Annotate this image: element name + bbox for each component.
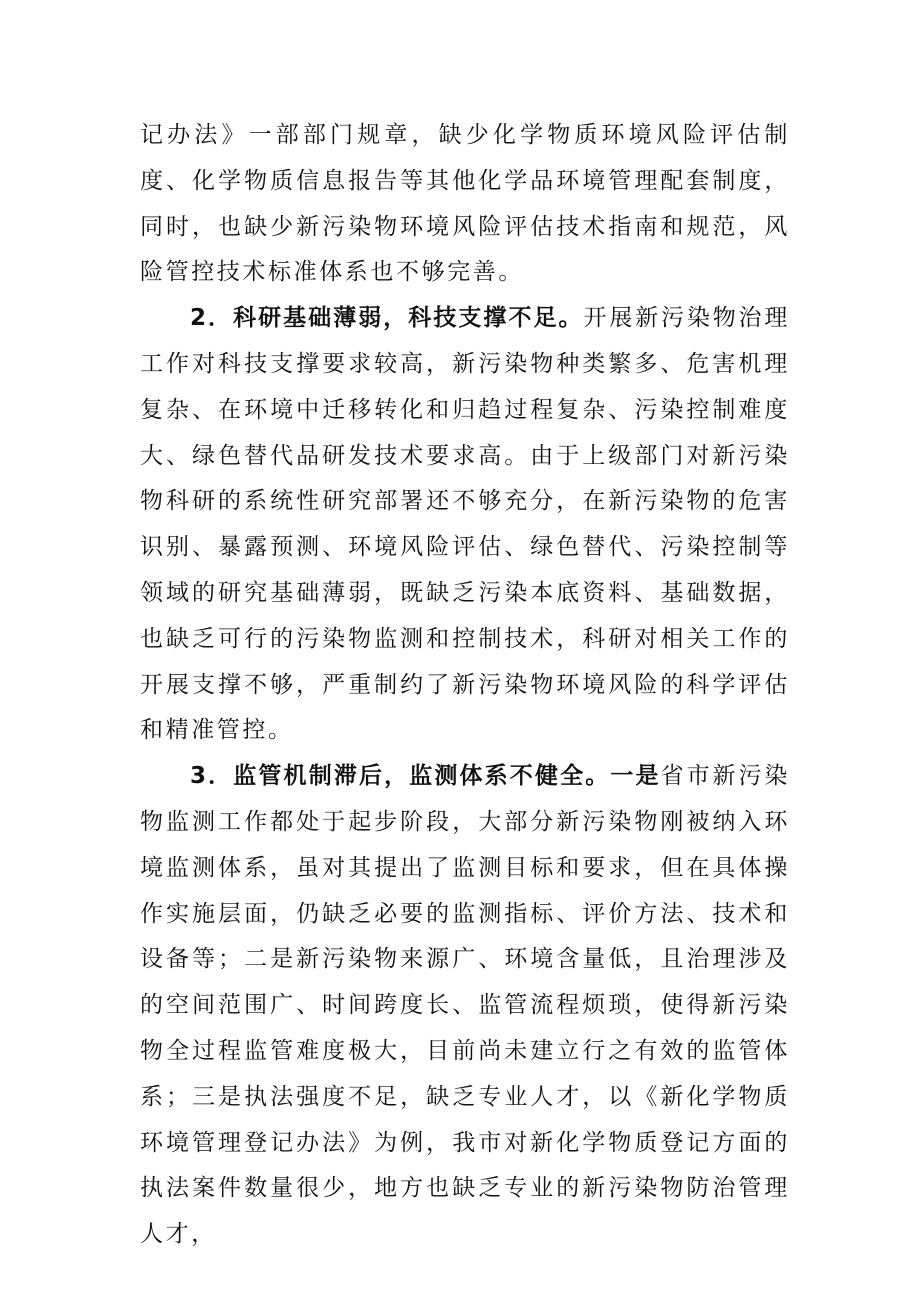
paragraph-research-support [140,296,790,754]
paragraph-text: 记办法》一部部门规章，缺少化学物质环境风险评估制度、化学物质信息报告等其他化学品环境管理配套制度，同时，也缺少新污染物环境风险评估技术指南和规范，风险管控技术标准体系也不够完善。 [140,122,790,286]
paragraph-regulation-gap [140,113,790,296]
section-heading-research: 2．科研基础薄弱，科技支撑不足。 [190,305,584,332]
document-body [140,113,790,1258]
sub-heading-first: 一是 [610,763,661,790]
section-heading-supervision: 3．监管机制滞后，监测体系不健全。 [190,763,611,790]
paragraph-text: 省市新污染物监测工作都处于起步阶段，大部分新污染物刚被纳入环境监测体系，虽对其提出了监测目标和要求，但在具体操作实施层面，仍缺乏必要的监测指标、评价方法、技术和设备等；二是新污染物来源广、环境含量低，且治理涉及的空间范围广、时间跨度长、监管流程烦琐，使得新污染物全过程监管难度极大，目前尚未建立行之有效的监管体系；三是执法强度不足，缺乏专业人才，以《新化学物质环境管理登记办法》为例，我市对新化学物质登记方面的执法案件数量很少，地方也缺乏专业的新污染物防治管理人才， [140,763,790,1248]
paragraph-supervision-monitoring [140,754,790,1258]
paragraph-text: 开展新污染物治理工作对科技支撑要求较高，新污染物种类繁多、危害机理复杂、在环境中迁移转化和归趋过程复杂、污染控制难度大、绿色替代品研发技术要求高。由于上级部门对新污染物科研的系统性研究部署还不够充分，在新污染物的危害识别、暴露预测、环境风险评估、绿色替代、污染控制等领域的研究基础薄弱，既缺乏污染本底资料、基础数据，也缺乏可行的污染物监测和控制技术，科研对相关工作的开展支撑不够，严重制约了新污染物环境风险的科学评估和精准管控。 [140,305,790,744]
